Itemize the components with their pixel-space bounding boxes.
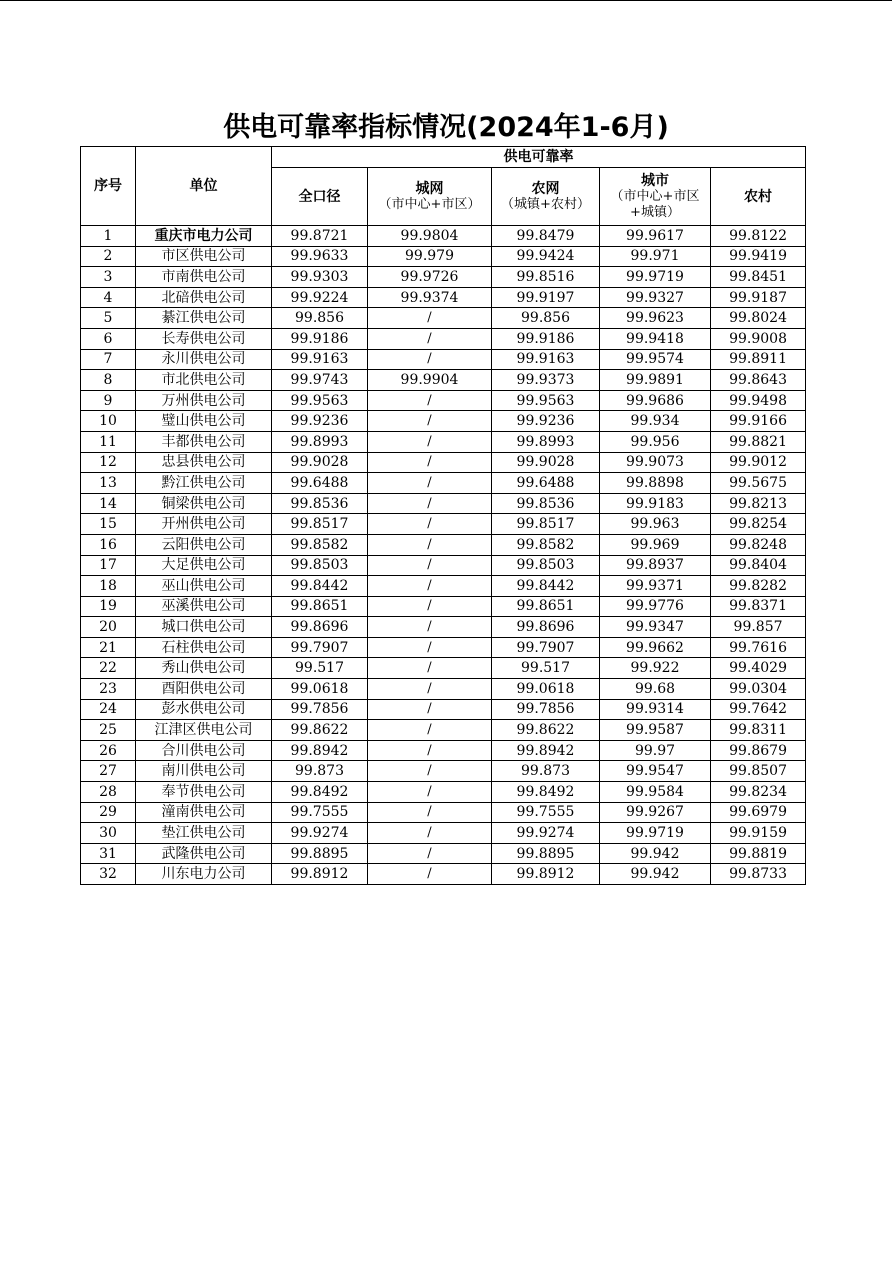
cell-city: 99.9418	[600, 328, 711, 349]
cell-city: 99.9347	[600, 617, 711, 638]
cell-overall: 99.8622	[272, 720, 368, 741]
cell-city: 99.971	[600, 246, 711, 267]
cell-overall: 99.8536	[272, 493, 368, 514]
cell-rural: 99.8679	[711, 740, 806, 761]
table-row	[81, 596, 806, 617]
cell-urban-net: /	[368, 782, 492, 803]
cell-rural: 99.8234	[711, 782, 806, 803]
cell-index: 24	[81, 699, 136, 720]
cell-index: 22	[81, 658, 136, 679]
cell-overall: 99.9028	[272, 452, 368, 473]
table-row	[81, 864, 806, 885]
top-border-line	[0, 0, 892, 1]
cell-unit: 万州供电公司	[136, 390, 272, 411]
cell-overall: 99.9274	[272, 823, 368, 844]
header-rural-net	[492, 168, 600, 226]
cell-rural-net: 99.8492	[492, 782, 600, 803]
cell-rural: 99.9498	[711, 390, 806, 411]
cell-unit: 云阳供电公司	[136, 534, 272, 555]
cell-unit: 綦江供电公司	[136, 308, 272, 329]
cell-city: 99.9371	[600, 576, 711, 597]
cell-city: 99.9073	[600, 452, 711, 473]
cell-city: 99.9547	[600, 761, 711, 782]
cell-city: 99.9183	[600, 493, 711, 514]
cell-overall: 99.8582	[272, 534, 368, 555]
cell-rural-net: 99.7856	[492, 699, 600, 720]
table-row	[81, 349, 806, 370]
cell-rural-net: 99.7555	[492, 802, 600, 823]
cell-overall: 99.7555	[272, 802, 368, 823]
cell-index: 21	[81, 637, 136, 658]
cell-index: 11	[81, 431, 136, 452]
header-urban-net	[368, 168, 492, 226]
table-row	[81, 246, 806, 267]
cell-rural: 99.9012	[711, 452, 806, 473]
cell-index: 15	[81, 514, 136, 535]
cell-rural-net: 99.9274	[492, 823, 600, 844]
cell-index: 31	[81, 843, 136, 864]
cell-index: 16	[81, 534, 136, 555]
cell-urban-net: 99.9904	[368, 370, 492, 391]
cell-rural: 99.8404	[711, 555, 806, 576]
cell-rural-net: 99.8696	[492, 617, 600, 638]
table-row	[81, 493, 806, 514]
cell-rural-net: 99.873	[492, 761, 600, 782]
cell-rural: 99.4029	[711, 658, 806, 679]
table-row	[81, 617, 806, 638]
table-body	[81, 226, 806, 885]
cell-urban-net: /	[368, 452, 492, 473]
table-row	[81, 514, 806, 535]
table-row	[81, 287, 806, 308]
cell-city: 99.969	[600, 534, 711, 555]
table-row	[81, 782, 806, 803]
table-row	[81, 679, 806, 700]
cell-unit: 铜梁供电公司	[136, 493, 272, 514]
cell-unit: 黔江供电公司	[136, 473, 272, 494]
cell-index: 18	[81, 576, 136, 597]
table-row	[81, 473, 806, 494]
cell-unit: 川东电力公司	[136, 864, 272, 885]
cell-overall: 99.9743	[272, 370, 368, 391]
cell-city: 99.9574	[600, 349, 711, 370]
cell-city: 99.9891	[600, 370, 711, 391]
reliability-table	[80, 146, 806, 885]
cell-unit: 江津区供电公司	[136, 720, 272, 741]
cell-city: 99.934	[600, 411, 711, 432]
cell-overall: 99.8942	[272, 740, 368, 761]
cell-rural: 99.9187	[711, 287, 806, 308]
cell-rural-net: 99.9163	[492, 349, 600, 370]
cell-urban-net: /	[368, 658, 492, 679]
cell-rural: 99.857	[711, 617, 806, 638]
cell-city: 99.68	[600, 679, 711, 700]
cell-city: 99.9623	[600, 308, 711, 329]
cell-index: 3	[81, 267, 136, 288]
cell-unit: 璧山供电公司	[136, 411, 272, 432]
cell-index: 23	[81, 679, 136, 700]
cell-overall: 99.8442	[272, 576, 368, 597]
cell-overall: 99.8912	[272, 864, 368, 885]
cell-city: 99.9314	[600, 699, 711, 720]
cell-rural-net: 99.8912	[492, 864, 600, 885]
cell-urban-net: /	[368, 534, 492, 555]
cell-rural: 99.9419	[711, 246, 806, 267]
cell-city: 99.942	[600, 843, 711, 864]
cell-rural-net: 99.8895	[492, 843, 600, 864]
cell-urban-net: /	[368, 843, 492, 864]
cell-city: 99.9327	[600, 287, 711, 308]
table-row	[81, 740, 806, 761]
table-row	[81, 267, 806, 288]
cell-rural: 99.8213	[711, 493, 806, 514]
cell-overall: 99.9224	[272, 287, 368, 308]
cell-urban-net: /	[368, 699, 492, 720]
table-row	[81, 308, 806, 329]
cell-overall: 99.9563	[272, 390, 368, 411]
cell-urban-net: /	[368, 637, 492, 658]
cell-rural-net: 99.517	[492, 658, 600, 679]
table-row	[81, 802, 806, 823]
cell-rural-net: 99.8536	[492, 493, 600, 514]
cell-rural: 99.0304	[711, 679, 806, 700]
cell-overall: 99.7907	[272, 637, 368, 658]
cell-rural: 99.9166	[711, 411, 806, 432]
cell-unit: 潼南供电公司	[136, 802, 272, 823]
cell-overall: 99.9186	[272, 328, 368, 349]
cell-urban-net: 99.9726	[368, 267, 492, 288]
cell-unit: 武隆供电公司	[136, 843, 272, 864]
cell-index: 8	[81, 370, 136, 391]
cell-rural: 99.9159	[711, 823, 806, 844]
cell-urban-net: 99.979	[368, 246, 492, 267]
cell-unit: 彭水供电公司	[136, 699, 272, 720]
cell-overall: 99.7856	[272, 699, 368, 720]
cell-unit: 城口供电公司	[136, 617, 272, 638]
cell-index: 27	[81, 761, 136, 782]
cell-urban-net: 99.9374	[368, 287, 492, 308]
cell-overall: 99.9303	[272, 267, 368, 288]
table-row	[81, 761, 806, 782]
cell-rural: 99.7642	[711, 699, 806, 720]
cell-unit: 大足供电公司	[136, 555, 272, 576]
table-row	[81, 555, 806, 576]
cell-rural-net: 99.8516	[492, 267, 600, 288]
header-city-sub: （市中心+市区+城镇）	[610, 188, 700, 220]
table-row	[81, 720, 806, 741]
cell-urban-net: /	[368, 617, 492, 638]
cell-urban-net: /	[368, 823, 492, 844]
header-urban-net-sub: （市中心+市区）	[378, 196, 481, 212]
cell-rural: 99.8371	[711, 596, 806, 617]
cell-index: 26	[81, 740, 136, 761]
cell-rural-net: 99.9563	[492, 390, 600, 411]
table-row	[81, 370, 806, 391]
cell-city: 99.9662	[600, 637, 711, 658]
cell-city: 99.9587	[600, 720, 711, 741]
cell-index: 10	[81, 411, 136, 432]
header-index: 序号	[81, 147, 136, 226]
cell-overall: 99.0618	[272, 679, 368, 700]
cell-index: 29	[81, 802, 136, 823]
cell-rural-net: 99.8442	[492, 576, 600, 597]
cell-index: 28	[81, 782, 136, 803]
cell-rural-net: 99.856	[492, 308, 600, 329]
cell-urban-net: /	[368, 431, 492, 452]
cell-overall: 99.8492	[272, 782, 368, 803]
table-row	[81, 699, 806, 720]
cell-rural-net: 99.8503	[492, 555, 600, 576]
cell-rural-net: 99.9373	[492, 370, 600, 391]
table-row	[81, 452, 806, 473]
cell-index: 6	[81, 328, 136, 349]
cell-rural-net: 99.8479	[492, 226, 600, 247]
table-row	[81, 843, 806, 864]
cell-rural: 99.8024	[711, 308, 806, 329]
cell-index: 19	[81, 596, 136, 617]
cell-unit: 巫山供电公司	[136, 576, 272, 597]
table-row	[81, 226, 806, 247]
cell-urban-net: /	[368, 802, 492, 823]
cell-unit: 长寿供电公司	[136, 328, 272, 349]
cell-overall: 99.873	[272, 761, 368, 782]
cell-city: 99.9686	[600, 390, 711, 411]
table-row	[81, 328, 806, 349]
cell-index: 9	[81, 390, 136, 411]
cell-unit: 石柱供电公司	[136, 637, 272, 658]
cell-urban-net: /	[368, 493, 492, 514]
cell-rural: 99.8254	[711, 514, 806, 535]
cell-rural: 99.8733	[711, 864, 806, 885]
cell-overall: 99.8696	[272, 617, 368, 638]
cell-unit: 丰都供电公司	[136, 431, 272, 452]
cell-unit: 秀山供电公司	[136, 658, 272, 679]
cell-overall: 99.8503	[272, 555, 368, 576]
cell-urban-net: /	[368, 761, 492, 782]
cell-index: 32	[81, 864, 136, 885]
cell-urban-net: /	[368, 596, 492, 617]
cell-rural-net: 99.9028	[492, 452, 600, 473]
table-row	[81, 637, 806, 658]
cell-rural: 99.8819	[711, 843, 806, 864]
cell-overall: 99.9236	[272, 411, 368, 432]
header-overall: 全口径	[272, 168, 368, 226]
cell-rural: 99.7616	[711, 637, 806, 658]
cell-index: 14	[81, 493, 136, 514]
cell-rural-net: 99.9424	[492, 246, 600, 267]
cell-city: 99.9776	[600, 596, 711, 617]
cell-overall: 99.8895	[272, 843, 368, 864]
cell-urban-net: /	[368, 679, 492, 700]
cell-rural: 99.8282	[711, 576, 806, 597]
cell-city: 99.956	[600, 431, 711, 452]
cell-city: 99.9267	[600, 802, 711, 823]
cell-overall: 99.856	[272, 308, 368, 329]
cell-rural-net: 99.9197	[492, 287, 600, 308]
cell-rural-net: 99.8942	[492, 740, 600, 761]
cell-rural-net: 99.9236	[492, 411, 600, 432]
cell-rural: 99.8911	[711, 349, 806, 370]
cell-rural-net: 99.8582	[492, 534, 600, 555]
cell-rural-net: 99.6488	[492, 473, 600, 494]
cell-city: 99.8937	[600, 555, 711, 576]
cell-rural: 99.8643	[711, 370, 806, 391]
cell-unit: 北碚供电公司	[136, 287, 272, 308]
cell-urban-net: /	[368, 514, 492, 535]
cell-rural-net: 99.8993	[492, 431, 600, 452]
cell-overall: 99.6488	[272, 473, 368, 494]
cell-rural: 99.5675	[711, 473, 806, 494]
cell-unit: 忠县供电公司	[136, 452, 272, 473]
cell-index: 5	[81, 308, 136, 329]
cell-unit: 永川供电公司	[136, 349, 272, 370]
cell-urban-net: /	[368, 473, 492, 494]
header-row-1	[81, 147, 806, 168]
table-row	[81, 390, 806, 411]
cell-index: 25	[81, 720, 136, 741]
cell-rural: 99.8821	[711, 431, 806, 452]
cell-unit: 开州供电公司	[136, 514, 272, 535]
cell-urban-net: /	[368, 864, 492, 885]
table-row	[81, 658, 806, 679]
cell-rural: 99.6979	[711, 802, 806, 823]
cell-rural-net: 99.0618	[492, 679, 600, 700]
cell-urban-net: /	[368, 349, 492, 370]
cell-overall: 99.8721	[272, 226, 368, 247]
cell-unit: 市南供电公司	[136, 267, 272, 288]
cell-urban-net: /	[368, 328, 492, 349]
cell-unit: 巫溪供电公司	[136, 596, 272, 617]
cell-index: 7	[81, 349, 136, 370]
table-row	[81, 534, 806, 555]
table-row	[81, 431, 806, 452]
cell-unit: 市北供电公司	[136, 370, 272, 391]
cell-urban-net: 99.9804	[368, 226, 492, 247]
table-row	[81, 576, 806, 597]
cell-index: 30	[81, 823, 136, 844]
cell-overall: 99.9163	[272, 349, 368, 370]
cell-rural: 99.8507	[711, 761, 806, 782]
cell-index: 20	[81, 617, 136, 638]
cell-city: 99.9617	[600, 226, 711, 247]
cell-unit: 酉阳供电公司	[136, 679, 272, 700]
cell-index: 13	[81, 473, 136, 494]
cell-urban-net: /	[368, 411, 492, 432]
table-row	[81, 411, 806, 432]
header-urban-net-label: 城网	[415, 180, 444, 197]
header-rural-net-label: 农网	[531, 180, 560, 197]
cell-rural-net: 99.8651	[492, 596, 600, 617]
header-city-label: 城市	[641, 172, 669, 189]
header-group: 供电可靠率	[272, 147, 806, 168]
cell-rural: 99.8451	[711, 267, 806, 288]
cell-index: 12	[81, 452, 136, 473]
header-rural-net-sub: （城镇+农村）	[501, 196, 590, 212]
header-unit: 单位	[136, 147, 272, 226]
cell-city: 99.9719	[600, 823, 711, 844]
cell-unit: 合川供电公司	[136, 740, 272, 761]
cell-unit: 垫江供电公司	[136, 823, 272, 844]
cell-index: 1	[81, 226, 136, 247]
cell-city: 99.8898	[600, 473, 711, 494]
cell-overall: 99.9633	[272, 246, 368, 267]
cell-rural-net: 99.8622	[492, 720, 600, 741]
cell-index: 4	[81, 287, 136, 308]
cell-rural: 99.9008	[711, 328, 806, 349]
cell-index: 17	[81, 555, 136, 576]
cell-overall: 99.8651	[272, 596, 368, 617]
cell-city: 99.922	[600, 658, 711, 679]
header-rural: 农村	[711, 168, 806, 226]
cell-rural: 99.8311	[711, 720, 806, 741]
cell-rural: 99.8248	[711, 534, 806, 555]
cell-overall: 99.8993	[272, 431, 368, 452]
cell-city: 99.97	[600, 740, 711, 761]
cell-rural-net: 99.7907	[492, 637, 600, 658]
cell-city: 99.963	[600, 514, 711, 535]
cell-urban-net: /	[368, 720, 492, 741]
document-title: 供电可靠率指标情况(2024年1-6月)	[223, 112, 669, 143]
table-row	[81, 823, 806, 844]
cell-city: 99.9719	[600, 267, 711, 288]
cell-city: 99.942	[600, 864, 711, 885]
cell-urban-net: /	[368, 555, 492, 576]
cell-overall: 99.517	[272, 658, 368, 679]
cell-unit: 重庆市电力公司	[136, 226, 272, 247]
cell-unit: 南川供电公司	[136, 761, 272, 782]
cell-urban-net: /	[368, 308, 492, 329]
cell-urban-net: /	[368, 576, 492, 597]
header-city	[600, 168, 711, 226]
cell-index: 2	[81, 246, 136, 267]
cell-city: 99.9584	[600, 782, 711, 803]
cell-urban-net: /	[368, 390, 492, 411]
cell-rural-net: 99.9186	[492, 328, 600, 349]
cell-rural-net: 99.8517	[492, 514, 600, 535]
cell-urban-net: /	[368, 740, 492, 761]
cell-overall: 99.8517	[272, 514, 368, 535]
cell-unit: 奉节供电公司	[136, 782, 272, 803]
cell-rural: 99.8122	[711, 226, 806, 247]
cell-unit: 市区供电公司	[136, 246, 272, 267]
